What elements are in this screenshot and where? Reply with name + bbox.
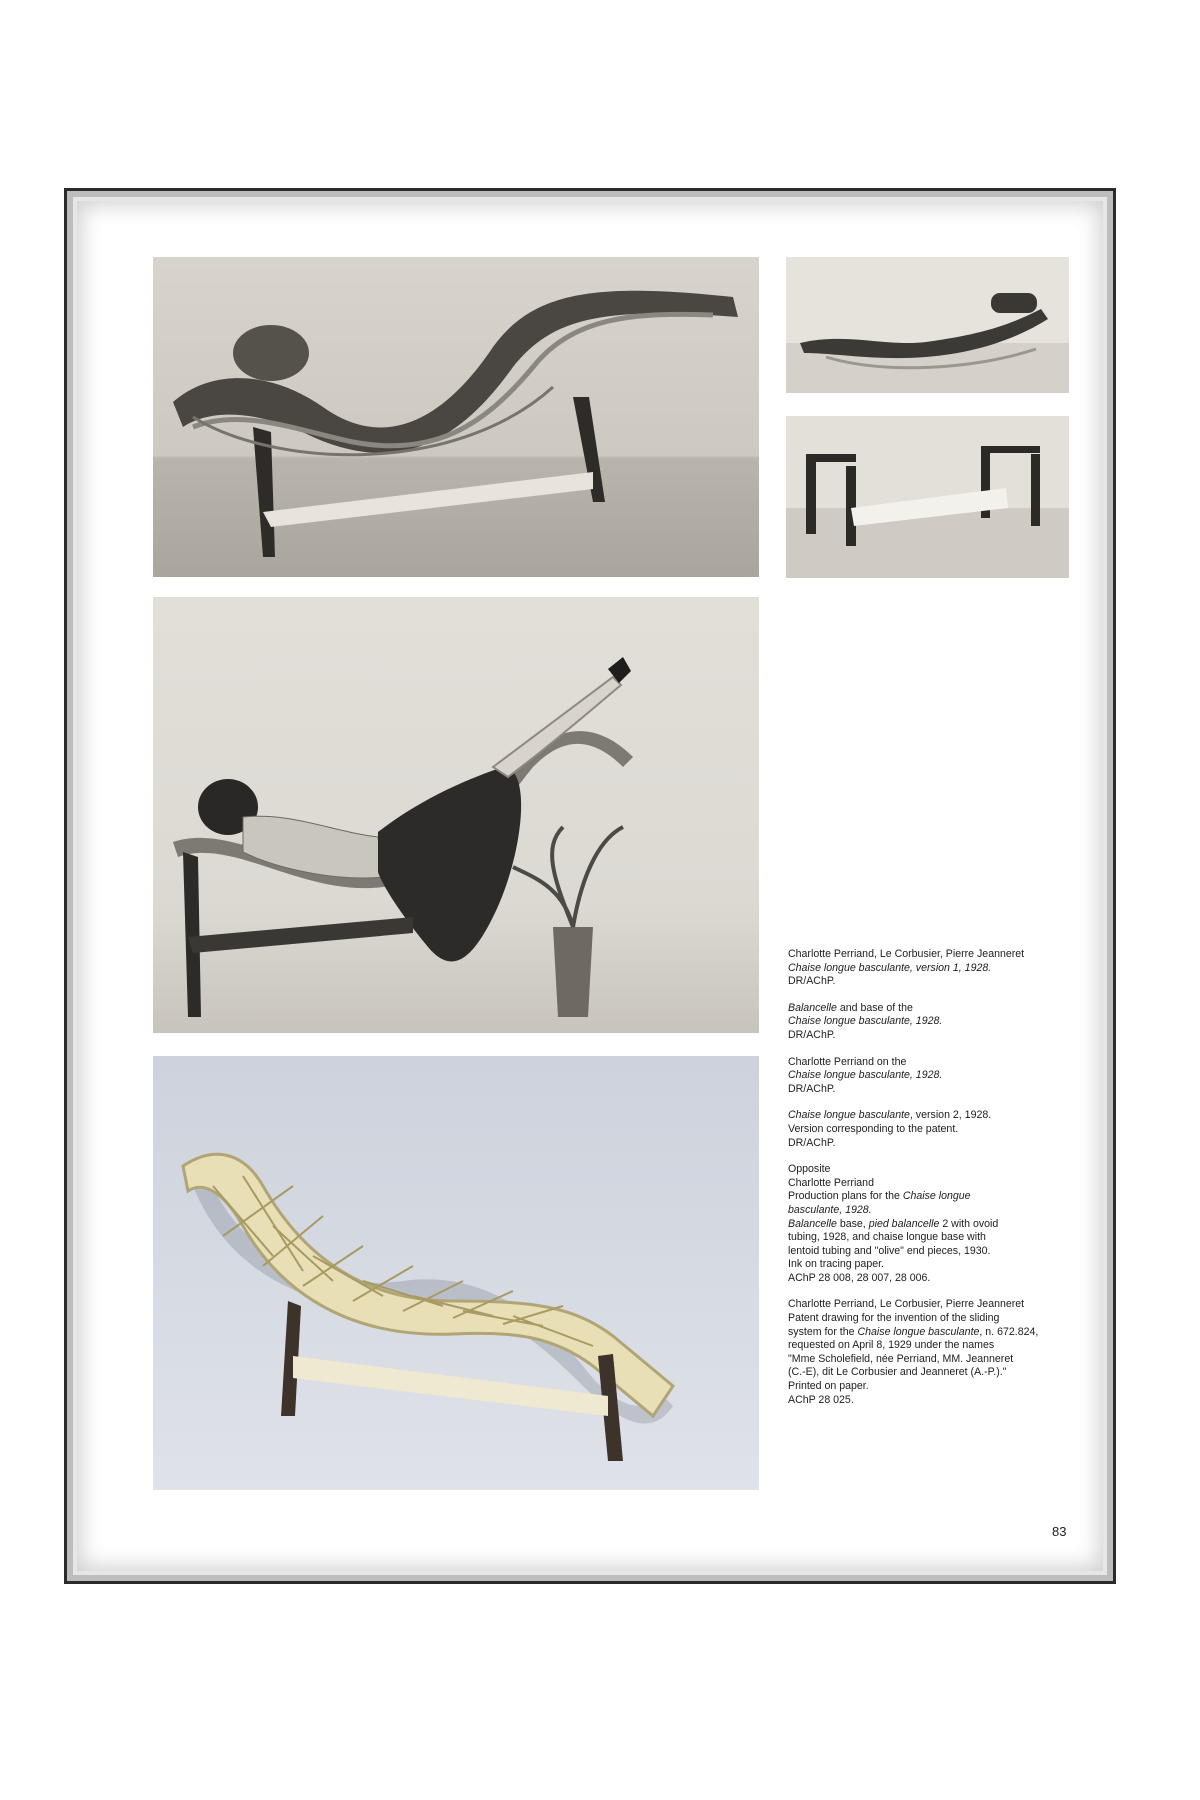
photo-chaise-longue-version-2 xyxy=(153,1056,759,1490)
caption-line xyxy=(788,1218,1088,1232)
caption-line xyxy=(788,1002,1088,1016)
caption-text: , version 2, 1928. xyxy=(909,1109,992,1122)
caption-text: 2 with ovoid xyxy=(939,1217,999,1230)
caption-line: Chaise longue basculante, 1928. xyxy=(788,1015,943,1028)
caption-line: Chaise longue basculante, 1928. xyxy=(788,1069,943,1082)
caption-line: Charlotte Perriand on the xyxy=(788,1055,907,1068)
caption-italic: Chaise longue basculante xyxy=(857,1325,980,1338)
caption-line xyxy=(788,1109,1088,1123)
caption-patent-drawing xyxy=(788,1298,1088,1407)
caption-line: DR/AChP. xyxy=(788,975,836,988)
caption-text: , n. 672.824, xyxy=(979,1325,1039,1338)
caption-line: Patent drawing for the invention of the sliding xyxy=(788,1312,1000,1325)
caption-italic: Chaise longue basculante xyxy=(788,1109,910,1122)
caption-line: AChP 28 008, 28 007, 28 006. xyxy=(788,1271,931,1284)
caption-line: DR/AChP. xyxy=(788,1082,836,1095)
caption-line: Printed on paper. xyxy=(788,1380,869,1393)
caption-line: Ink on tracing paper. xyxy=(788,1258,884,1271)
caption-balancelle-base xyxy=(788,1002,1088,1043)
caption-line: "Mme Scholefield, née Perriand, MM. Jeanneret xyxy=(788,1352,1014,1365)
caption-italic: Balancelle xyxy=(788,1217,837,1230)
caption-text: system for the xyxy=(788,1325,858,1338)
caption-line: Charlotte Perriand xyxy=(788,1176,874,1189)
caption-line: DR/AChP. xyxy=(788,1028,836,1041)
caption-text: base, xyxy=(836,1217,869,1230)
photo-base xyxy=(786,416,1069,578)
caption-line: tubing, 1928, and chaise longue base with xyxy=(788,1231,986,1244)
caption-line: basculante, 1928. xyxy=(788,1203,872,1216)
caption-italic: pied balancelle xyxy=(868,1217,940,1230)
caption-line: Opposite xyxy=(788,1163,831,1176)
caption-column xyxy=(788,948,1088,1420)
page-number: 83 xyxy=(1052,1524,1067,1539)
photo-balancelle xyxy=(786,257,1069,393)
caption-line: lentoid tubing and "olive" end pieces, 1930. xyxy=(788,1244,991,1257)
caption-italic: Chaise longue xyxy=(902,1190,971,1203)
caption-italic: Balancelle xyxy=(788,1001,837,1014)
caption-line: Charlotte Perriand, Le Corbusier, Pierre Jeanneret xyxy=(788,948,1025,960)
caption-line xyxy=(788,1190,1088,1204)
caption-line: (C.-E), dit Le Corbusier and Jeanneret (A.-P.)." xyxy=(788,1366,1007,1379)
caption-chaise-version-1 xyxy=(788,948,1088,989)
caption-line: Version corresponding to the patent. xyxy=(788,1122,959,1135)
caption-line: Chaise longue basculante, version 1, 1928. xyxy=(788,961,992,974)
caption-text: and base of the xyxy=(836,1001,913,1014)
caption-line: AChP 28 025. xyxy=(788,1393,854,1406)
photo-charlotte-perriand-on-chaise xyxy=(153,597,759,1033)
caption-line: DR/AChP. xyxy=(788,1136,836,1149)
caption-line: Charlotte Perriand, Le Corbusier, Pierre Jeanneret xyxy=(788,1298,1025,1311)
caption-chaise-version-2 xyxy=(788,1109,1088,1150)
photo-chaise-longue-version-1 xyxy=(153,257,759,577)
caption-text: Production plans for the xyxy=(788,1190,903,1203)
caption-charlotte-perriand xyxy=(788,1056,1088,1097)
caption-production-plans xyxy=(788,1163,1088,1285)
caption-line: requested on April 8, 1929 under the names xyxy=(788,1339,995,1352)
caption-line xyxy=(788,1326,1088,1340)
